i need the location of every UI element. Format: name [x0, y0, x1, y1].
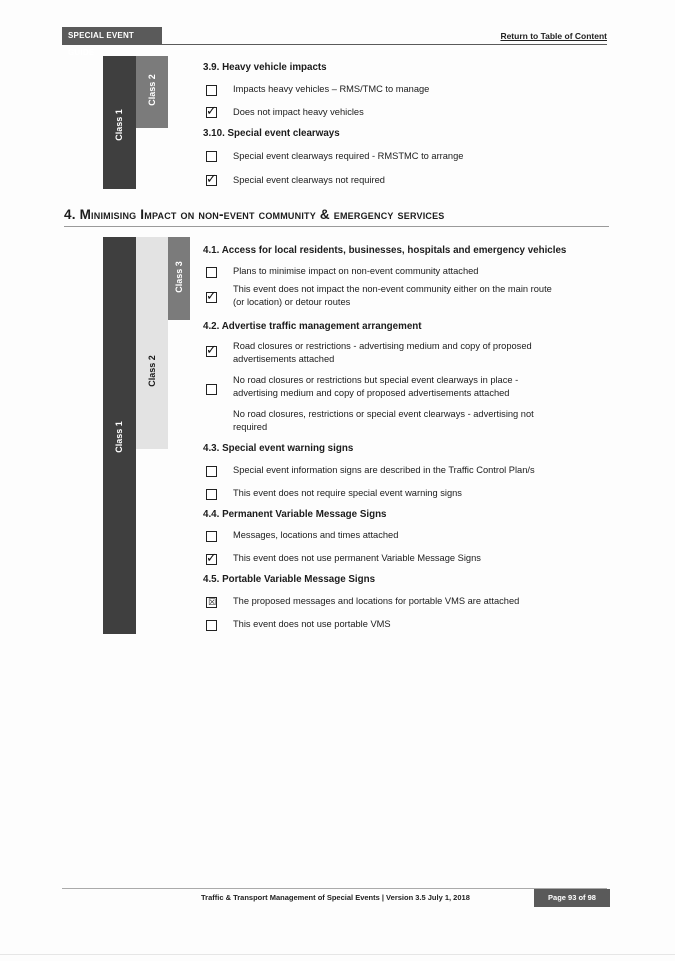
class2-label: Class 2: [147, 74, 157, 106]
x-mark-icon: ☒: [208, 597, 217, 607]
scan-edge: [0, 954, 675, 955]
section-4-3-title: 4.3. Special event warning signs: [203, 443, 354, 454]
checkbox-portable-vms-attached[interactable]: [206, 597, 217, 608]
checkbox-minimise-impact[interactable]: [206, 267, 217, 278]
section-3-10-title: 3.10. Special event clearways: [203, 128, 340, 139]
checkbox-road-closures[interactable]: [206, 342, 217, 357]
section-3-9-title: 3.9. Heavy vehicle impacts: [203, 62, 327, 73]
checkbox-no-portable-vms[interactable]: [206, 620, 217, 631]
option-line: advertisements attached: [233, 353, 335, 364]
option-line: required: [233, 421, 268, 432]
section-4-2-title: 4.2. Advertise traffic management arrangement: [203, 321, 422, 332]
check-mark-icon: ✓: [206, 550, 217, 565]
option-no-advertising: [233, 408, 534, 433]
option-road-closures: [233, 340, 532, 365]
checkbox-vms-messages-attached[interactable]: [206, 531, 217, 542]
option-portable-vms-attached: The proposed messages and locations for portable VMS are attached: [233, 596, 520, 606]
check-mark-icon: ✓: [206, 288, 217, 303]
checkbox-warning-signs-described[interactable]: [206, 466, 217, 477]
option-clearways-not-required: Special event clearways not required: [233, 175, 385, 185]
checkbox-clearways-advertising[interactable]: [206, 384, 217, 395]
class2-bar: [136, 237, 168, 449]
header-rule: [62, 44, 607, 45]
check-mark-icon: ✓: [206, 103, 217, 118]
checkbox-no-heavy-impact[interactable]: [206, 103, 217, 118]
return-to-toc-link[interactable]: Return to Table of Content: [500, 31, 607, 41]
option-clearways-advertising: [233, 374, 518, 399]
option-heavy-impact: Impacts heavy vehicles – RMS/TMC to manage: [233, 84, 430, 94]
option-no-community-impact: [233, 283, 552, 308]
check-mark-icon: ✓: [206, 342, 217, 357]
checkbox-no-community-impact[interactable]: [206, 288, 217, 303]
option-no-warning-signs: This event does not require special event warning signs: [233, 488, 462, 498]
section-4-rule: [64, 226, 609, 227]
guide-label: SPECIAL EVENT GUIDE: [62, 27, 162, 44]
checkbox-no-permanent-vms[interactable]: [206, 550, 217, 565]
class1-label: Class 1: [114, 109, 124, 141]
option-line: (or location) or detour routes: [233, 296, 351, 307]
checkbox-clearways-not-required[interactable]: [206, 171, 217, 186]
option-no-permanent-vms: This event does not use permanent Variable Message Signs: [233, 553, 481, 563]
option-line: This event does not impact the non-event community either on the main route: [233, 284, 552, 294]
section-4-4-title: 4.4. Permanent Variable Message Signs: [203, 509, 387, 520]
option-line: advertising medium and copy of proposed advertisements attached: [233, 387, 510, 398]
option-minimise-impact: Plans to minimise impact on non-event community attached: [233, 266, 479, 276]
option-clearways-required: Special event clearways required - RMSTMC to arrange: [233, 151, 464, 161]
check-mark-icon: ✓: [206, 171, 217, 186]
class3-label: Class 3: [174, 261, 184, 293]
option-line: No road closures or restrictions but special event clearways in place -: [233, 375, 519, 385]
option-line: Road closures or restrictions - advertising medium and copy of proposed: [233, 341, 532, 351]
section-4-5-title: 4.5. Portable Variable Message Signs: [203, 574, 376, 585]
class2-label: Class 2: [147, 355, 157, 387]
section-4-heading: 4. Minimising Impact on non-event community & emergency services: [64, 207, 445, 222]
footer-text: Traffic & Transport Management of Special Events | Version 3.5 July 1, 2018: [201, 893, 470, 902]
checkbox-heavy-impact[interactable]: [206, 85, 217, 96]
class1-label: Class 1: [114, 421, 124, 453]
section-4-1-title: 4.1. Access for local residents, businesses, hospitals and emergency vehicles: [203, 245, 567, 256]
option-no-heavy-impact: Does not impact heavy vehicles: [233, 107, 364, 117]
option-warning-signs-described: Special event information signs are described in the Traffic Control Plan/s: [233, 465, 535, 475]
footer-rule: [62, 888, 607, 889]
page-number: Page 93 of 98: [534, 889, 610, 907]
option-vms-messages-attached: Messages, locations and times attached: [233, 530, 399, 540]
checkbox-no-warning-signs[interactable]: [206, 489, 217, 500]
option-line: No road closures, restrictions or special event clearways - advertising not: [233, 409, 534, 419]
checkbox-clearways-required[interactable]: [206, 151, 217, 162]
option-no-portable-vms: This event does not use portable VMS: [233, 619, 391, 629]
